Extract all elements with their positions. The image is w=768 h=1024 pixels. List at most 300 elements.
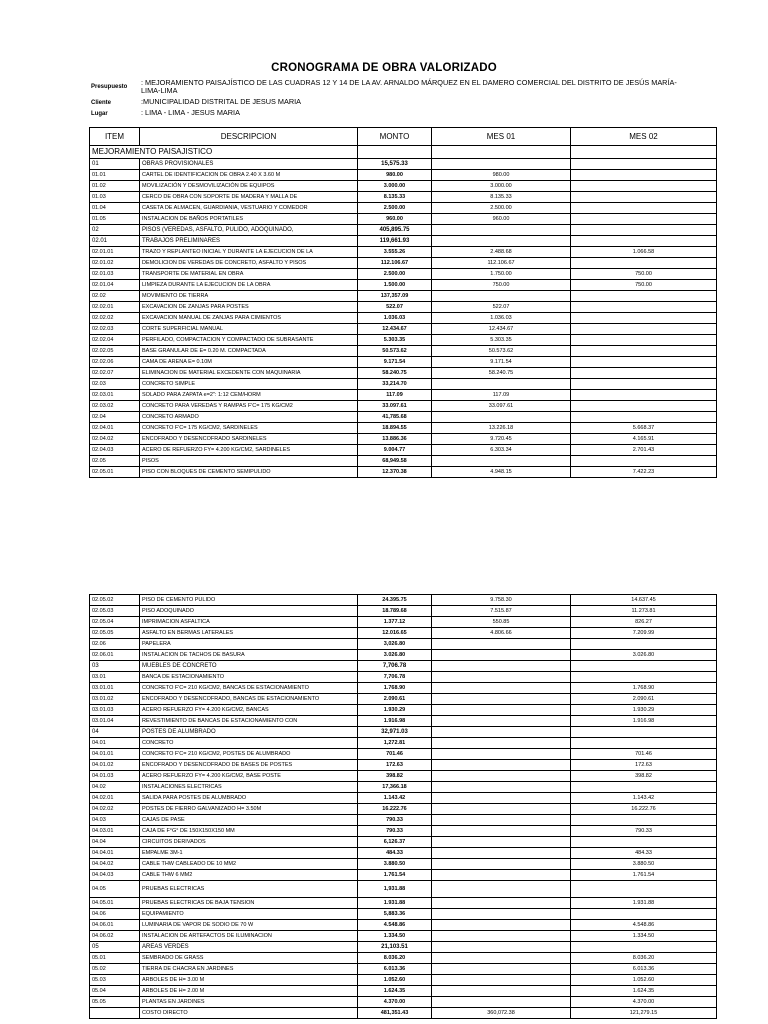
description-cell: INSTALACION DE BAÑOS PORTATILES — [140, 214, 358, 225]
mes-01-cell: 1.036.03 — [432, 313, 571, 324]
description-cell: ACERO REFUERZO FY= 4.200 KG/CM2, BANCAS — [140, 705, 358, 716]
table-row — [90, 964, 717, 975]
monto-cell: 2.090.61 — [358, 694, 432, 705]
mes-01-cell — [432, 456, 571, 467]
description-cell: EMPALME 3M-1 — [140, 848, 358, 859]
mes-01-cell: 4.948.15 — [432, 467, 571, 478]
monto-cell: 16.222.76 — [358, 804, 432, 815]
table-row — [90, 357, 717, 368]
description-cell: ENCOFRADO Y DESENCOFRADO DE BASES DE POSTES — [140, 760, 358, 771]
item-cell: 04.01.02 — [90, 760, 140, 771]
mes-02-cell: 14.637.45 — [571, 595, 717, 606]
description-cell: LIMPIEZA DURANTE LA EJECUCION DE LA OBRA — [140, 280, 358, 291]
description-cell: COSTO DIRECTO — [140, 1008, 358, 1019]
item-cell: 04.04.03 — [90, 870, 140, 881]
table-row — [90, 617, 717, 628]
monto-cell: 4.548.86 — [358, 920, 432, 931]
mes-01-cell — [432, 975, 571, 986]
mes-02-cell: 3.026.80 — [571, 650, 717, 661]
item-cell: 02.02 — [90, 291, 140, 302]
table-row — [90, 346, 717, 357]
mes-02-cell: 1.334.50 — [571, 931, 717, 942]
description-cell: CONCRETO ARMADO — [140, 412, 358, 423]
item-cell: 04.05 — [90, 881, 140, 898]
monto-cell: 398.82 — [358, 771, 432, 782]
table-row — [90, 445, 717, 456]
table-row — [90, 815, 717, 826]
monto-cell: 1.500.00 — [358, 280, 432, 291]
item-cell: 01.04 — [90, 203, 140, 214]
monto-cell: 484.33 — [358, 848, 432, 859]
description-cell: CAJAS DE PASE — [140, 815, 358, 826]
table-row — [90, 859, 717, 870]
table-row — [90, 247, 717, 258]
mes-01-cell — [432, 694, 571, 705]
mes-02-cell: 790.33 — [571, 826, 717, 837]
lugar-value: : LIMA - LIMA - JESUS MARIA — [141, 108, 240, 117]
description-cell: CONCRETO SIMPLE — [140, 379, 358, 390]
description-cell: CAMA DE ARENA E= 0.10M — [140, 357, 358, 368]
mes-02-cell — [571, 390, 717, 401]
mes-02-cell — [571, 639, 717, 650]
mes-01-cell — [432, 236, 571, 247]
monto-cell: 980.00 — [358, 170, 432, 181]
table-row — [90, 467, 717, 478]
mes-02-cell: 1.761.54 — [571, 870, 717, 881]
table-row — [90, 881, 717, 898]
description-cell: CAJA DE F°G° DE 150X150X150 MM — [140, 826, 358, 837]
table-row — [90, 848, 717, 859]
mes-02-cell — [571, 782, 717, 793]
item-cell: 04.06 — [90, 909, 140, 920]
mes-02-cell — [571, 203, 717, 214]
mes-01-cell: 980.00 — [432, 170, 571, 181]
mes-01-cell — [432, 909, 571, 920]
section-title-row — [90, 146, 717, 159]
mes-02-cell — [571, 192, 717, 203]
description-cell: EQUIPAMIENTO — [140, 909, 358, 920]
item-cell: 03.01.01 — [90, 683, 140, 694]
item-cell: 02.02.04 — [90, 335, 140, 346]
table-row — [90, 170, 717, 181]
item-cell: 02.01.03 — [90, 269, 140, 280]
table-row — [90, 931, 717, 942]
mes-02-cell: 826.27 — [571, 617, 717, 628]
description-cell: ELIMINACION DE MATERIAL EXCEDENTE CON MAQUINARIA — [140, 368, 358, 379]
mes-02-cell — [571, 368, 717, 379]
mes-02-cell: 2.701.43 — [571, 445, 717, 456]
description-cell: EXCAVACION MANUAL DE ZANJAS PARA CIMIENTOS — [140, 313, 358, 324]
monto-cell: 18.789.68 — [358, 606, 432, 617]
monto-cell: 1.931.88 — [358, 898, 432, 909]
monto-cell: 4.370.00 — [358, 997, 432, 1008]
item-cell: 01.02 — [90, 181, 140, 192]
mes-01-cell — [432, 661, 571, 672]
monto-cell: 2.500.00 — [358, 269, 432, 280]
mes-01-cell: 9.171.54 — [432, 357, 571, 368]
table-row — [90, 727, 717, 738]
table-row — [90, 909, 717, 920]
mes-01-cell — [432, 159, 571, 170]
monto-cell: 33.097.61 — [358, 401, 432, 412]
mes-02-cell: 5.668.37 — [571, 423, 717, 434]
item-cell: 02.02.01 — [90, 302, 140, 313]
mes-01-cell — [432, 881, 571, 898]
table-row — [90, 269, 717, 280]
description-cell: TRAZO Y REPLANTEO INICIAL Y DURANTE LA EJECUCION DE LA — [140, 247, 358, 258]
item-cell: 02.01 — [90, 236, 140, 247]
mes-01-cell — [432, 953, 571, 964]
mes-02-cell — [571, 357, 717, 368]
mes-01-cell — [432, 964, 571, 975]
table-row — [90, 837, 717, 848]
mes-02-cell: 1.143.42 — [571, 793, 717, 804]
mes-01-cell — [432, 672, 571, 683]
description-cell: TIERRA DE CHACRA EN JARDINES — [140, 964, 358, 975]
monto-cell: 701.46 — [358, 749, 432, 760]
mes-01-cell: 4.806.66 — [432, 628, 571, 639]
monto-cell: 960.00 — [358, 214, 432, 225]
item-cell: 04.06.02 — [90, 931, 140, 942]
mes-02-cell: 750.00 — [571, 269, 717, 280]
mes-02-cell — [571, 412, 717, 423]
table-row — [90, 672, 717, 683]
description-cell: CONCRETO F'C= 210 KG/CM2, BANCAS DE ESTACIONAMIENTO — [140, 683, 358, 694]
item-cell: 02.02.06 — [90, 357, 140, 368]
mes-02-cell: 750.00 — [571, 280, 717, 291]
mes-01-cell: 550.85 — [432, 617, 571, 628]
description-cell: CABLE THW CABLEADO DE 10 MM2 — [140, 859, 358, 870]
monto-cell: 68,949.58 — [358, 456, 432, 467]
mes-02-cell — [571, 335, 717, 346]
description-cell: CARTEL DE IDENTIFICACION DE OBRA 2.40 X 3.60 M — [140, 170, 358, 181]
mes-01-cell — [432, 727, 571, 738]
item-cell — [90, 1008, 140, 1019]
table-row — [90, 236, 717, 247]
mes-01-cell — [432, 898, 571, 909]
mes-01-cell — [432, 997, 571, 1008]
description-cell: INSTALACION DE TACHOS DE BASURA — [140, 650, 358, 661]
mes-02-cell: 1.916.98 — [571, 716, 717, 727]
monto-cell: 1.377.12 — [358, 617, 432, 628]
monto-cell: 790.33 — [358, 826, 432, 837]
description-cell: BASE GRANULAR DE E= 0.20 M. COMPACTADA — [140, 346, 358, 357]
description-cell: CIRCUITOS DERIVADOS — [140, 837, 358, 848]
mes-01-cell — [432, 738, 571, 749]
item-cell: 03.01.04 — [90, 716, 140, 727]
monto-cell: 1.036.03 — [358, 313, 432, 324]
description-cell: CASETA DE ALMACEN, GUARDIANIA, VESTUARIO Y COMEDOR — [140, 203, 358, 214]
item-cell: 04.03 — [90, 815, 140, 826]
mes-01-cell — [432, 782, 571, 793]
mes-01-cell — [432, 760, 571, 771]
table-row — [90, 694, 717, 705]
description-cell: TRABAJOS PRELIMINARES — [140, 236, 358, 247]
mes-01-cell: 117.09 — [432, 390, 571, 401]
description-cell: PISO ADOQUINADO — [140, 606, 358, 617]
mes-02-cell: 4.370.00 — [571, 997, 717, 1008]
cliente-label: Cliente — [91, 100, 112, 106]
table-row — [90, 639, 717, 650]
mes-02-cell — [571, 881, 717, 898]
mes-01-cell: 9.758.30 — [432, 595, 571, 606]
table-row — [90, 423, 717, 434]
monto-cell: 12.434.67 — [358, 324, 432, 335]
table-row — [90, 986, 717, 997]
monto-cell: 1.624.35 — [358, 986, 432, 997]
description-cell: MOVILIZACIÓN Y DESMOVILIZACIÓN DE EQUIPOS — [140, 181, 358, 192]
mes-02-cell — [571, 302, 717, 313]
mes-01-cell: 750.00 — [432, 280, 571, 291]
table-row — [90, 716, 717, 727]
mes-02-cell — [571, 324, 717, 335]
monto-cell: 9.171.54 — [358, 357, 432, 368]
description-cell: CONCRETO PARA VEREDAS Y RAMPAS F'C= 175 KG/CM2 — [140, 401, 358, 412]
monto-cell: 6,126.37 — [358, 837, 432, 848]
table-row — [90, 225, 717, 236]
item-cell: 02.02.07 — [90, 368, 140, 379]
item-cell: 03.01 — [90, 672, 140, 683]
mes-01-cell — [432, 793, 571, 804]
item-cell: 01.05 — [90, 214, 140, 225]
mes-01-cell: 2.500.00 — [432, 203, 571, 214]
table-row — [90, 291, 717, 302]
mes-01-cell — [432, 650, 571, 661]
mes-02-cell: 701.46 — [571, 749, 717, 760]
monto-cell: 522.07 — [358, 302, 432, 313]
monto-cell: 3,026.80 — [358, 639, 432, 650]
mes-01-cell — [432, 771, 571, 782]
mes-02-cell: 16.222.76 — [571, 804, 717, 815]
description-cell: MUEBLES DE CONCRETO — [140, 661, 358, 672]
monto-cell: 481,351.43 — [358, 1008, 432, 1019]
mes-02-cell — [571, 401, 717, 412]
item-cell: 02.02.03 — [90, 324, 140, 335]
table-row — [90, 683, 717, 694]
item-cell: 02.04.02 — [90, 434, 140, 445]
item-cell: 04.02.02 — [90, 804, 140, 815]
description-cell: CERCO DE OBRA CON SOPORTE DE MADERA Y MALLA DE — [140, 192, 358, 203]
mes-02-cell — [571, 672, 717, 683]
table-row — [90, 826, 717, 837]
presupuesto-label: Presupuesto — [91, 84, 128, 90]
mes-01-cell — [432, 225, 571, 236]
table-row — [90, 705, 717, 716]
monto-cell: 6.013.36 — [358, 964, 432, 975]
section-title: MEJORAMIENTO PAISAJISTICO — [90, 146, 358, 159]
item-cell: 04.01.01 — [90, 749, 140, 760]
mes-02-cell — [571, 738, 717, 749]
mes-02-cell — [571, 727, 717, 738]
monto-cell: 21,103.51 — [358, 942, 432, 953]
table-row — [90, 313, 717, 324]
item-cell: 02.01.01 — [90, 247, 140, 258]
mes-02-cell — [571, 236, 717, 247]
table-row — [90, 379, 717, 390]
item-cell: 02 — [90, 225, 140, 236]
item-cell: 02.03 — [90, 379, 140, 390]
mes-02-cell: 2.090.61 — [571, 694, 717, 705]
table-row — [90, 214, 717, 225]
mes-01-cell: 12.434.67 — [432, 324, 571, 335]
description-cell: MOVIMIENTO DE TIERRA — [140, 291, 358, 302]
mes-01-cell — [432, 749, 571, 760]
budget-table-bottom — [89, 594, 717, 1019]
item-cell: 05.02 — [90, 964, 140, 975]
monto-cell: 3.880.50 — [358, 859, 432, 870]
description-cell: INSTALACION DE ARTEFACTOS DE ILUMINACION — [140, 931, 358, 942]
mes-02-cell — [571, 909, 717, 920]
mes-02-cell — [571, 258, 717, 269]
monto-cell: 7,706.78 — [358, 672, 432, 683]
mes-02-cell — [571, 313, 717, 324]
mes-02-cell: 4.165.91 — [571, 434, 717, 445]
monto-cell: 5.303.35 — [358, 335, 432, 346]
mes-01-cell: 6.303.34 — [432, 445, 571, 456]
mes-01-cell — [432, 942, 571, 953]
monto-cell: 41,785.68 — [358, 412, 432, 423]
table-row — [90, 401, 717, 412]
item-cell: 05.05 — [90, 997, 140, 1008]
description-cell: ENCOFRADO Y DESENCOFRADO SARDINELES — [140, 434, 358, 445]
description-cell: POSTES DE FIERRO GALVANIZADO H= 3.50M — [140, 804, 358, 815]
mes-01-cell: 7.515.87 — [432, 606, 571, 617]
monto-cell: 12.016.65 — [358, 628, 432, 639]
mes-01-cell — [432, 826, 571, 837]
mes-01-cell: 960.00 — [432, 214, 571, 225]
monto-cell: 15,575.33 — [358, 159, 432, 170]
item-cell: 02.06.01 — [90, 650, 140, 661]
mes-02-cell: 1.624.35 — [571, 986, 717, 997]
table-row — [90, 159, 717, 170]
monto-cell: 2.500.00 — [358, 203, 432, 214]
description-cell: INSTALACIONES ELECTRICAS — [140, 782, 358, 793]
item-cell: 02.04 — [90, 412, 140, 423]
table-row — [90, 975, 717, 986]
mes-02-cell — [571, 942, 717, 953]
description-cell: ACERO DE REFUERZO FY= 4.200 KG/CM2, SARDINELES — [140, 445, 358, 456]
table-row — [90, 280, 717, 291]
mes-02-cell — [571, 214, 717, 225]
monto-cell: 13.886.36 — [358, 434, 432, 445]
description-cell: SEMBRADO DE GRASS — [140, 953, 358, 964]
mes-02-cell: 1.930.29 — [571, 705, 717, 716]
mes-01-cell: 58.240.75 — [432, 368, 571, 379]
table-row — [90, 258, 717, 269]
mes-01-cell: 112.106.67 — [432, 258, 571, 269]
item-cell: 03 — [90, 661, 140, 672]
monto-cell: 172.63 — [358, 760, 432, 771]
monto-cell: 8.135.33 — [358, 192, 432, 203]
item-cell: 04.03.01 — [90, 826, 140, 837]
mes-01-cell — [432, 848, 571, 859]
mes-02-cell: 1.066.58 — [571, 247, 717, 258]
monto-cell: 12.370.38 — [358, 467, 432, 478]
mes-02-cell: 172.63 — [571, 760, 717, 771]
table-row — [90, 870, 717, 881]
mes-01-cell — [432, 412, 571, 423]
mes-01-cell: 522.07 — [432, 302, 571, 313]
monto-cell: 1.930.29 — [358, 705, 432, 716]
monto-cell: 1.143.42 — [358, 793, 432, 804]
description-cell: OBRAS PROVISIONALES — [140, 159, 358, 170]
mes-01-cell: 1.750.00 — [432, 269, 571, 280]
item-cell: 04.01 — [90, 738, 140, 749]
description-cell: ACERO REFUERZO FY= 4.200 KG/CM2, BASE POSTE — [140, 771, 358, 782]
mes-02-cell: 7.422.23 — [571, 467, 717, 478]
item-cell: 02.05.01 — [90, 467, 140, 478]
table-row — [90, 749, 717, 760]
monto-cell: 137,357.09 — [358, 291, 432, 302]
description-cell: PISO DE CEMENTO PULIDO — [140, 595, 358, 606]
item-cell: 04.04.01 — [90, 848, 140, 859]
description-cell: BANCA DE ESTACIONAMIENTO — [140, 672, 358, 683]
description-cell: ENCOFRADO Y DESENCOFRADO, BANCAS DE ESTACIONAMIENTO — [140, 694, 358, 705]
description-cell: POSTES DE ALUMBRADO — [140, 727, 358, 738]
description-cell: SOLADO PARA ZAPATA e=2": 1:12 CEM/HORM — [140, 390, 358, 401]
description-cell: ARBOLES DE H= 3.00 M — [140, 975, 358, 986]
mes-01-cell — [432, 716, 571, 727]
table-row — [90, 661, 717, 672]
mes-02-cell — [571, 181, 717, 192]
table-row — [90, 203, 717, 214]
table-row — [90, 1008, 717, 1019]
mes-01-cell: 33.097.61 — [432, 401, 571, 412]
mes-02-cell — [571, 379, 717, 390]
mes-02-cell: 11.273.81 — [571, 606, 717, 617]
mes-02-cell — [571, 456, 717, 467]
table-row — [90, 953, 717, 964]
table-row — [90, 434, 717, 445]
item-cell: 03.01.03 — [90, 705, 140, 716]
budget-table-top — [89, 127, 717, 478]
monto-cell: 1.761.54 — [358, 870, 432, 881]
description-cell: SALIDA PARA POSTES DE ALUMBRADO — [140, 793, 358, 804]
description-cell: PISOS — [140, 456, 358, 467]
description-cell: PAPELERA — [140, 639, 358, 650]
mes-01-cell: 13.226.18 — [432, 423, 571, 434]
cliente-value: :MUNICIPALIDAD DISTRITAL DE JESUS MARIA — [141, 97, 302, 106]
table-row — [90, 804, 717, 815]
mes-01-cell: 5.303.35 — [432, 335, 571, 346]
item-cell: 02.05.04 — [90, 617, 140, 628]
header-descripcion: DESCRIPCION — [140, 128, 358, 146]
item-cell: 05.01 — [90, 953, 140, 964]
table-header-row — [90, 128, 717, 146]
table-row — [90, 942, 717, 953]
item-cell: 02.05 — [90, 456, 140, 467]
item-cell: 02.03.02 — [90, 401, 140, 412]
mes-01-cell — [432, 986, 571, 997]
item-cell: 02.02.05 — [90, 346, 140, 357]
mes-01-cell — [432, 683, 571, 694]
mes-02-cell: 7.209.99 — [571, 628, 717, 639]
item-cell: 04 — [90, 727, 140, 738]
mes-02-cell — [571, 225, 717, 236]
description-cell: PRUEBAS ELECTRICAS DE BAJA TENSION — [140, 898, 358, 909]
mes-02-cell: 3.880.50 — [571, 859, 717, 870]
table-row — [90, 650, 717, 661]
table-row — [90, 302, 717, 313]
description-cell: DEMOLICION DE VEREDAS DE CONCRETO, ASFALTO Y PISOS — [140, 258, 358, 269]
mes-02-cell: 398.82 — [571, 771, 717, 782]
description-cell: REVESTIMIENTO DE BANCAS DE ESTACIONAMIENTO CON — [140, 716, 358, 727]
description-cell: TRANSPORTE DE MATERIAL EN OBRA — [140, 269, 358, 280]
mes-01-cell: 9.720.45 — [432, 434, 571, 445]
mes-02-cell: 8.036.20 — [571, 953, 717, 964]
monto-cell: 1.052.60 — [358, 975, 432, 986]
item-cell: 04.06.01 — [90, 920, 140, 931]
